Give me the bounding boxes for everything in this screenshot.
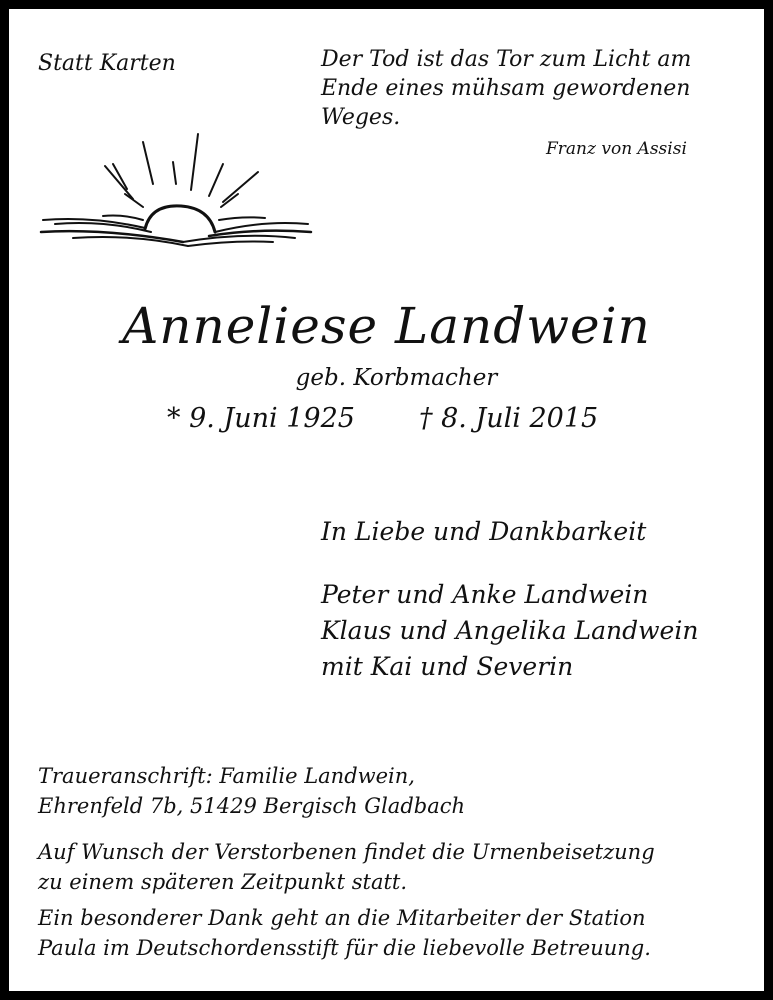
statt-karten-label: Statt Karten	[38, 51, 176, 76]
quote-line: Der Tod ist das Tor zum Licht am	[321, 47, 692, 72]
mourner-name: Peter und Anke Landwein	[321, 580, 649, 609]
burial-note-line: Auf Wunsch der Verstorbenen findet die Urnenbeisetzung	[38, 840, 655, 864]
death-date: † 8. Juli 2015	[419, 403, 599, 434]
thanks-line: Paula im Deutschordensstift für die liebevolle Betreuung.	[38, 936, 651, 960]
obituary-notice	[9, 9, 764, 991]
mourners-intro: In Liebe und Dankbarkeit	[321, 517, 647, 546]
quote-author: Franz von Assisi	[546, 139, 687, 159]
thanks-note	[38, 903, 651, 963]
address-line: Ehrenfeld 7b, 51429 Bergisch Gladbach	[38, 794, 466, 818]
mourner-name: Klaus und Angelika Landwein	[321, 616, 699, 645]
quote-line: Ende eines mühsam gewordenen	[321, 76, 691, 101]
mourner-name: mit Kai und Severin	[321, 652, 574, 681]
birth-date: * 9. Juni 1925	[167, 403, 355, 434]
maiden-name: geb. Korbmacher	[295, 365, 498, 391]
mourning-address	[38, 761, 465, 821]
deceased-name: Anneliese Landwein	[122, 297, 651, 355]
quote	[321, 45, 691, 132]
sunset-icon	[33, 124, 313, 254]
mourners-list	[321, 577, 698, 685]
thanks-line: Ein besonderer Dank geht an die Mitarbeiter der Station	[38, 906, 646, 930]
burial-note-line: zu einem späteren Zeitpunkt statt.	[38, 870, 408, 894]
address-line: Traueranschrift: Familie Landwein,	[38, 764, 415, 788]
quote-line: Weges.	[321, 105, 401, 130]
burial-note	[38, 837, 655, 897]
